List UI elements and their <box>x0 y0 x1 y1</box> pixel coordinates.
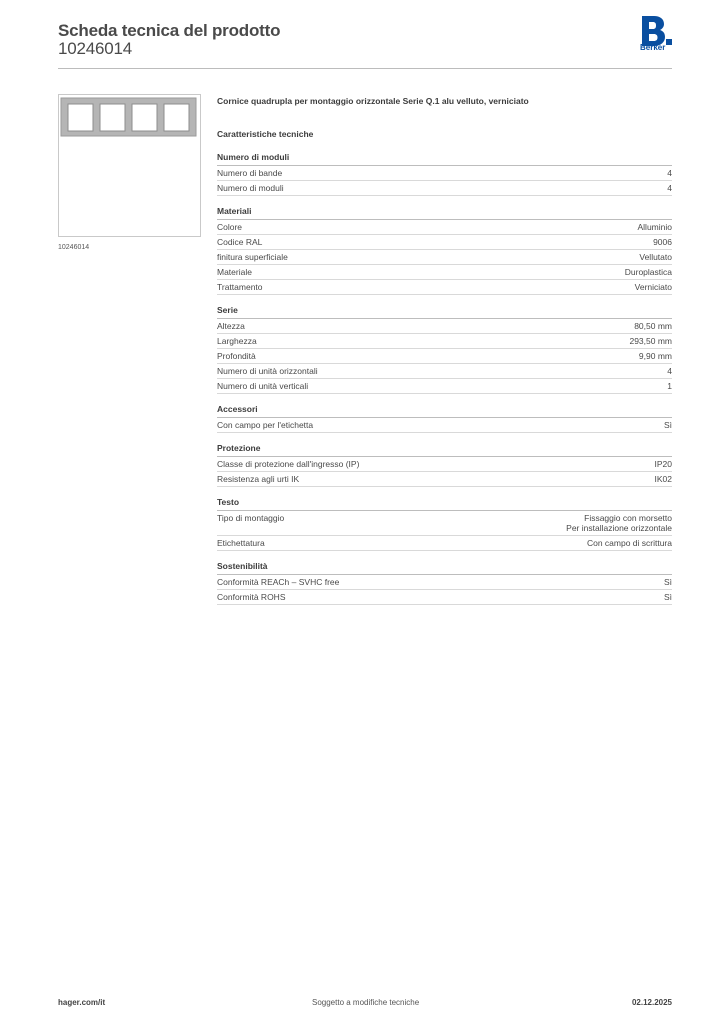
product-image <box>58 94 201 237</box>
image-caption: 10246014 <box>58 244 90 251</box>
section-heading: Caratteristiche tecniche <box>217 129 314 139</box>
spec-group <box>217 497 672 551</box>
spec-label: Trattamento <box>217 282 263 292</box>
spec-value-line: Alluminio <box>637 222 672 232</box>
spec-value <box>625 267 672 277</box>
spec-label: Numero di unità orizzontali <box>217 366 318 376</box>
spec-value-line: Sì <box>663 592 672 602</box>
spec-label: Colore <box>217 222 243 232</box>
spec-value-line: Fissaggio con morsetto <box>584 513 672 523</box>
spec-group-title: Accessori <box>217 404 672 418</box>
spec-value-line: 293,50 mm <box>629 336 672 346</box>
spec-row <box>217 280 672 295</box>
spec-value <box>667 183 672 193</box>
spec-group-title: Testo <box>217 497 672 511</box>
spec-value <box>635 282 672 292</box>
product-title: Cornice quadrupla per montaggio orizzontale Serie Q.1 alu velluto, verniciato <box>217 96 529 106</box>
spec-label: Larghezza <box>217 336 257 346</box>
spec-value-line: IP20 <box>654 459 672 469</box>
spec-label: Tipo di montaggio <box>217 513 285 523</box>
spec-group-title: Numero di moduli <box>217 152 672 166</box>
spec-label: Numero di moduli <box>217 183 284 193</box>
spec-value-line: 4 <box>667 168 672 178</box>
spec-row <box>217 590 672 605</box>
spec-label: Profondità <box>217 351 256 361</box>
spec-row <box>217 181 672 196</box>
spec-row <box>217 166 672 181</box>
spec-label: Con campo per l'etichetta <box>217 420 314 430</box>
spec-row <box>217 349 672 364</box>
spec-value-line: Sì <box>663 420 672 430</box>
spec-row <box>217 457 672 472</box>
spec-value <box>667 168 672 178</box>
spec-value <box>667 381 672 391</box>
spec-group-title: Protezione <box>217 443 672 457</box>
spec-value-line: 9006 <box>653 237 672 247</box>
spec-row <box>217 334 672 349</box>
spec-value <box>639 252 672 262</box>
spec-label: Materiale <box>217 267 252 277</box>
spec-label: Numero di bande <box>217 168 283 178</box>
spec-label: Conformità REACh – SVHC free <box>217 577 340 587</box>
spec-value <box>634 321 672 331</box>
spec-label: Altezza <box>217 321 245 331</box>
spec-row <box>217 319 672 334</box>
product-code: 10246014 <box>58 39 133 58</box>
spec-value <box>664 420 672 430</box>
spec-row <box>217 379 672 394</box>
spec-group <box>217 206 672 295</box>
spec-value <box>655 459 673 469</box>
berker-logo-text: Berker <box>640 43 666 52</box>
footer-date: 02.12.2025 <box>631 998 672 1007</box>
spec-value-line: Per installazione orizzontale <box>566 523 672 533</box>
spec-label: finitura superficiale <box>217 252 288 262</box>
spec-label: Resistenza agli urti IK <box>217 474 300 484</box>
header-divider <box>58 68 672 69</box>
spec-row <box>217 364 672 379</box>
spec-value <box>566 513 672 533</box>
spec-row <box>217 575 672 590</box>
spec-value <box>655 474 673 484</box>
spec-label: Codice RAL <box>217 237 263 247</box>
spec-value-line: Con campo di scrittura <box>586 538 672 548</box>
spec-value-line: IK02 <box>654 474 672 484</box>
spec-value <box>664 577 672 587</box>
spec-value <box>638 222 673 232</box>
spec-value-line: Sì <box>663 577 672 587</box>
spec-groups <box>217 152 672 605</box>
spec-group <box>217 152 672 196</box>
spec-value-line: Verniciato <box>634 282 672 292</box>
spec-value <box>667 366 672 376</box>
spec-label: Classe di protezione dall'ingresso (IP) <box>217 459 360 469</box>
spec-row <box>217 472 672 487</box>
spec-value <box>653 237 672 247</box>
spec-value-line: 1 <box>667 381 672 391</box>
spec-value <box>664 592 672 602</box>
spec-group-title: Sostenibilità <box>217 561 672 575</box>
spec-row <box>217 511 672 536</box>
footer-website: hager.com/it <box>58 998 106 1007</box>
spec-group-title: Materiali <box>217 206 672 220</box>
spec-value-line: 4 <box>667 183 672 193</box>
spec-content <box>217 96 672 605</box>
page-title: Scheda tecnica del prodotto <box>58 21 281 40</box>
spec-value <box>587 538 672 548</box>
spec-row <box>217 265 672 280</box>
spec-group <box>217 305 672 394</box>
spec-value-line: Vellutato <box>639 252 672 262</box>
spec-value <box>639 351 672 361</box>
spec-label: Etichettatura <box>217 538 265 548</box>
spec-row <box>217 536 672 551</box>
spec-value <box>629 336 672 346</box>
spec-group-title: Serie <box>217 305 672 319</box>
spec-group <box>217 404 672 433</box>
spec-value-line: 9,90 mm <box>638 351 672 361</box>
spec-value-line: 4 <box>667 366 672 376</box>
spec-row <box>217 220 672 235</box>
spec-label: Conformità ROHS <box>217 592 286 602</box>
spec-row <box>217 418 672 433</box>
footer-disclaimer: Soggetto a modifiche tecniche <box>312 998 420 1007</box>
spec-group <box>217 561 672 605</box>
spec-value-line: 80,50 mm <box>634 321 672 331</box>
spec-row <box>217 235 672 250</box>
spec-value-line: Duroplastica <box>624 267 672 277</box>
spec-group <box>217 443 672 487</box>
spec-label: Numero di unità verticali <box>217 381 309 391</box>
spec-row <box>217 250 672 265</box>
